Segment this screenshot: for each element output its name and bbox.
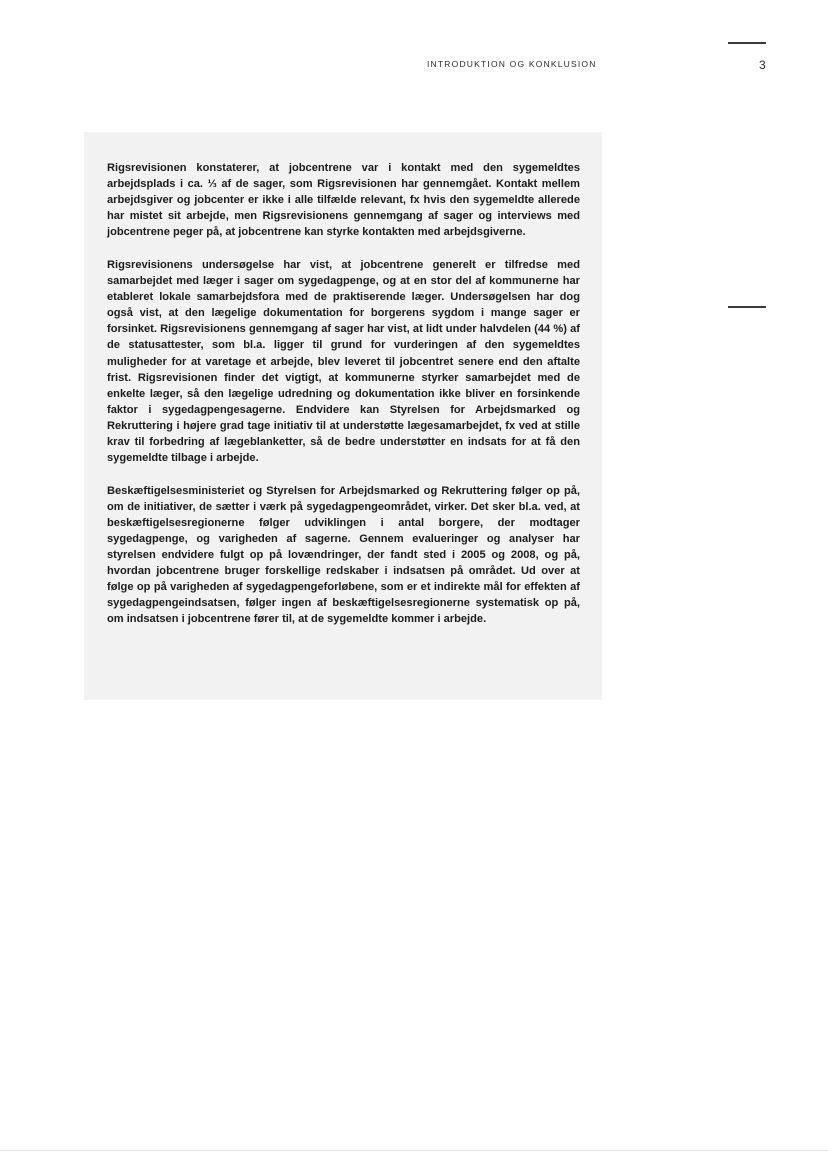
conclusion-box — [84, 132, 602, 700]
header-rule — [728, 42, 766, 44]
paragraph-doctor-collaboration: Rigsrevisionens undersøgelse har vist, at jobcentrene generelt er tilfredse med samarbejdet med læger i sager om sygedagpenge, og at en stor del af kommunerne har etableret lokale samarbejdsfora med de praktiserende læger. Undersøgelsen har dog også vist, at den lægelige dokumentation for borgerens sygdom i mange sager er forsinket. Rigsrevisionens gennemgang af sager har vist, at lidt under halvdelen (44 %) af de statusattester, som bl.a. ligger til grund for vurderingen af den sygemeldtes muligheder for at varetage et arbejde, blev leveret til jobcentret senere end den aftalte frist. Rigsrevisionen finder det vigtigt, at kommunerne styrker samarbejdet med de enkelte læger, så den lægelige udredning og dokumentation ikke bliver en forsinkende faktor i sygedagpengesagerne. Endvidere kan Styrelsen for Arbejdsmarked og Rekruttering i højere grad tage initiativ til at understøtte lægesamarbejdet, fx ved at stille krav til forbedring af lægeblanketter, så de bedre understøtter en indsats for at få den sygemeldte tilbage i arbejde. — [107, 259, 580, 464]
paragraph-employer-contact: Rigsrevisionen konstaterer, at jobcentrene var i kontakt med den sygemeldtes arbejdsplads i ca. ⅓ af de sager, som Rigsrevisionen har gennemgået. Kontakt mellem arbejdsgiver og jobcenter er ikke i alle tilfælde relevant, fx hvis den sygemeldte allerede har mistet sit arbejde, men Rigsrevisionens gennemgang af sager og interviews med jobcentrene peger på, at jobcentrene kan styrke kontakten med arbejdsgiverne. — [107, 162, 580, 239]
paragraph-ministry-followup: Beskæftigelsesministeriet og Styrelsen for Arbejdsmarked og Rekruttering følger op på, om de initiativer, de sætter i værk på sygedagpengeområdet, virker. Det sker bl.a. ved, at beskæftigelsesregionerne følger udviklingen i antal borgere, der modtager sygedagpenge, og varigheden af sagerne. Gennem evalueringer og analyser har styrelsen endvidere fulgt op på lovændringer, der fandt sted i 2005 og 2008, og på, hvordan jobcentrene bruger forskellige redskaber i indsatsen på området. Ud over at følge op på varigheden af sygedagpengeforløbene, som er et indirekte mål for effekten af sygedagpengeindsatsen, følger ingen af beskæftigelsesregionerne systematisk op på, om indsatsen i jobcentrene fører til, at de sygemeldte kommer i arbejde. — [107, 484, 580, 626]
margin-rule — [728, 306, 766, 308]
page-bottom-edge — [0, 1150, 828, 1151]
page-number: 3 — [759, 58, 766, 72]
running-header: INTRODUKTION OG KONKLUSION — [427, 59, 597, 69]
